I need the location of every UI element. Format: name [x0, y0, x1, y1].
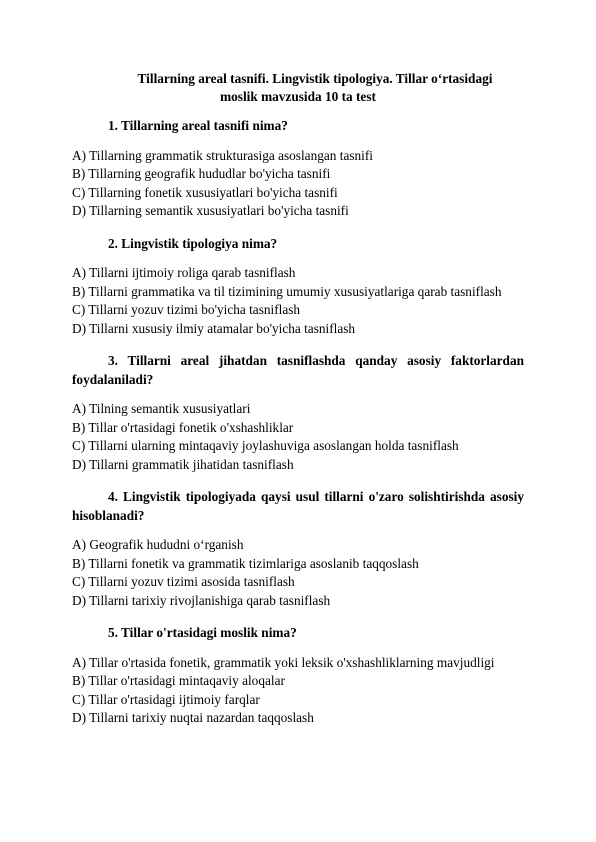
question-block-2 — [72, 235, 524, 339]
answer-option-a: A) Tillar o'rtasida fonetik, grammatik yoki leksik o'xshashliklarning mavjudligi — [72, 654, 495, 670]
answer-option-b: B) Tillar o'rtasidagi fonetik o'xshashliklar — [72, 419, 294, 435]
answer-option-a: A) Geografik hududni o‘rganish — [72, 537, 244, 552]
answer-options — [72, 654, 524, 728]
answer-option-d: D) Tillarni tarixiy nuqtai nazardan taqqoslash — [72, 710, 314, 725]
document-title — [72, 70, 524, 106]
answer-option-c: C) Tillarni ularning mintaqaviy joylashuviga asoslangan holda tasniflash — [72, 438, 459, 453]
answer-option-c: C) Tillar o'rtasidagi ijtimoiy farqlar — [72, 691, 260, 707]
answer-options — [72, 264, 524, 338]
answer-option-d: D) Tillarni grammatik jihatidan tasniflash — [72, 456, 294, 472]
answer-option-c: C) Tillarni yozuv tizimi bo'yicha tasniflash — [72, 302, 301, 317]
answer-option-a: A) Tillarni ijtimoiy roliga qarab tasniflash — [72, 265, 296, 280]
question-text: 4. Lingvistik tipologiyada qaysi usul tillarni o'zaro solishtirishda asosiy hisoblanadi? — [72, 489, 524, 523]
question-block-1 — [72, 117, 524, 221]
test-questions — [72, 117, 524, 742]
question-block-3 — [72, 352, 524, 474]
answer-option-a: A) Tillarning grammatik strukturasiga asoslangan tasnifi — [72, 147, 373, 163]
title-line-1: Tillarning areal tasnifi. Lingvistik tipologiya. Tillar o‘rtasidagi — [137, 71, 493, 86]
title-line-2: moslik mavzusida 10 ta test — [220, 89, 376, 104]
answer-options — [72, 536, 524, 610]
question-text: 1. Tillarning areal tasnifi nima? — [108, 118, 288, 133]
answer-option-b: B) Tillarni fonetik va grammatik tizimlariga asoslanib taqqoslash — [72, 555, 419, 571]
question-text: 3. Tillarni areal jihatdan tasniflashda qanday asosiy faktorlardan foydalaniladi? — [72, 353, 524, 387]
question-block-5 — [72, 624, 524, 728]
question-block-4 — [72, 488, 524, 610]
answer-options — [72, 147, 524, 221]
answer-option-d: D) Tillarni tarixiy rivojlanishiga qarab tasniflash — [72, 592, 331, 608]
question-text: 2. Lingvistik tipologiya nima? — [108, 235, 278, 251]
answer-option-b: B) Tillar o'rtasidagi mintaqaviy aloqalar — [72, 673, 285, 688]
answer-options — [72, 400, 524, 474]
answer-option-d: D) Tillarning semantik xususiyatlari bo'yicha tasnifi — [72, 203, 349, 218]
answer-option-a: A) Tilning semantik xususiyatlari — [72, 401, 251, 416]
answer-option-c: C) Tillarning fonetik xususiyatlari bo'yicha tasnifi — [72, 184, 338, 200]
answer-option-c: C) Tillarni yozuv tizimi asosida tasniflash — [72, 574, 295, 589]
answer-option-d: D) Tillarni xususiy ilmiy atamalar bo'yicha tasniflash — [72, 320, 356, 336]
answer-option-b: B) Tillarning geografik hududlar bo'yicha tasnifi — [72, 166, 331, 181]
question-text: 5. Tillar o'rtasidagi moslik nima? — [108, 625, 297, 640]
answer-option-b: B) Tillarni grammatika va til tizimining umumiy xususiyatlariga qarab tasniflash — [72, 283, 502, 299]
